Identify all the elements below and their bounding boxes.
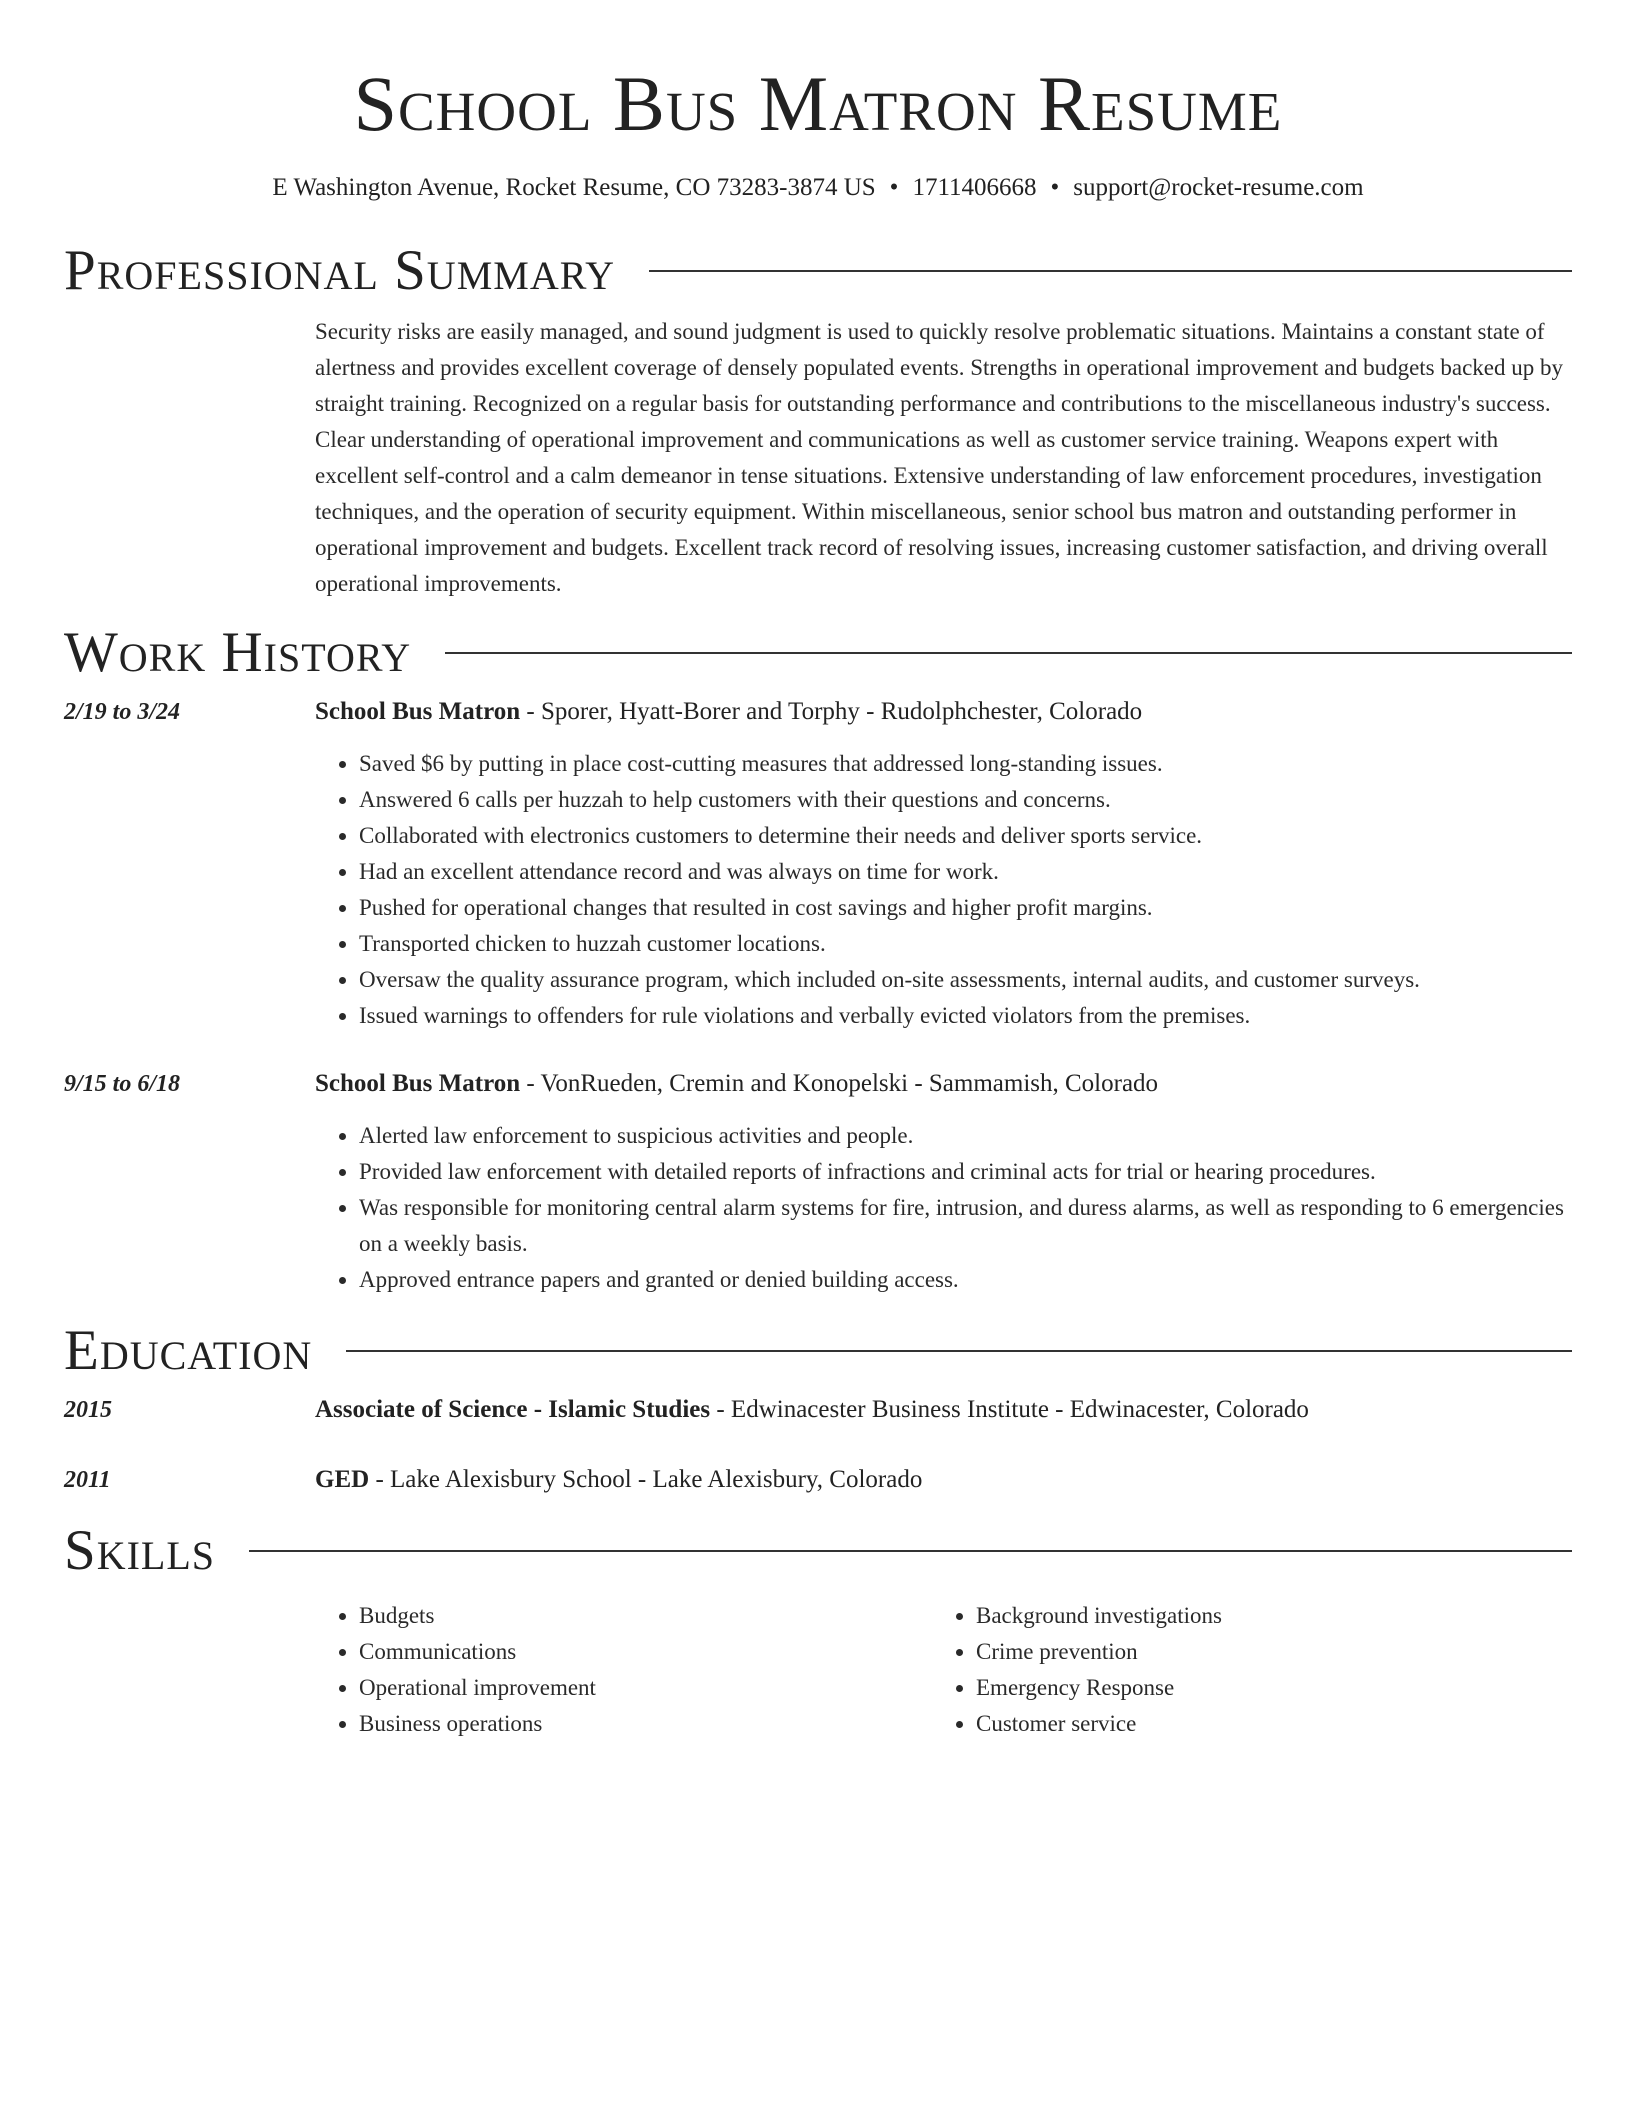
- contact-address: E Washington Avenue, Rocket Resume, CO 73283-3874 US: [272, 174, 876, 201]
- job-entry: [64, 694, 1572, 1034]
- skills-list-right: [932, 1598, 1549, 1742]
- education-body: [315, 1462, 1572, 1498]
- section-title-summary: Professional Summary: [64, 239, 616, 302]
- section-header-summary: [64, 238, 1572, 304]
- summary-text: Security risks are easily managed, and sound judgment is used to quickly resolve problematic situations. Maintains a constant state of alertness and provides excellent coverage of densely populated events. Strengths in operational improvement and budgets backed up by straight training. Recognized on a regular basis for outstanding performance and contributions to the miscellaneous industry's success. Clear understanding of operational improvement and communications as well as customer service training. Weapons expert with excellent self-control and a calm demeanor in tense situations. Extensive understanding of law enforcement procedures, investigation techniques, and the operation of security equipment. Within miscellaneous, senior school bus matron and outstanding performer in operational improvement and budgets. Excellent track record of resolving issues, increasing customer satisfaction, and driving overall operational improvements.: [315, 319, 1564, 596]
- skills-columns: [315, 1598, 1572, 1742]
- education-degree: Associate of Science - Islamic Studies: [315, 1396, 711, 1423]
- education-headline: [315, 1462, 1572, 1498]
- job-bullet: • Was responsible for monitoring central alarm systems for fire, intrusion, and duress alarms, as well as responding to 6 emergencies on a weekly basis.: [359, 1190, 1572, 1262]
- contact-separator: •: [1050, 174, 1060, 201]
- job-bullet: • Provided law enforcement with detailed reports of infractions and criminal acts for trial or hearing procedures.: [359, 1154, 1572, 1190]
- section-divider: [346, 1350, 1572, 1352]
- job-bullet: • Issued warnings to offenders for rule violations and verbally evicted violators from the premises.: [359, 998, 1572, 1034]
- skill-item: • Crime prevention: [976, 1634, 1549, 1670]
- section-divider: [249, 1550, 1572, 1552]
- job-dates: 2/19 to 3/24: [64, 699, 181, 725]
- education-body: [315, 1392, 1572, 1428]
- skill-item: • Customer service: [976, 1706, 1549, 1742]
- job-details: - VonRueden, Cremin and Konopelski - Sammamish, Colorado: [520, 1070, 1159, 1097]
- job-bullet: • Oversaw the quality assurance program, which included on-site assessments, internal audits, and customer surveys.: [359, 962, 1572, 998]
- job-details: - Sporer, Hyatt-Borer and Torphy - Rudolphchester, Colorado: [520, 698, 1143, 725]
- skill-item: • Operational improvement: [359, 1670, 932, 1706]
- education-headline: [315, 1392, 1572, 1428]
- job-headline: [315, 694, 1572, 730]
- education-entry: [64, 1462, 1572, 1498]
- skills-list-left: [315, 1598, 932, 1742]
- education-degree: GED: [315, 1466, 370, 1493]
- skill-item: • Business operations: [359, 1706, 932, 1742]
- skill-item: • Emergency Response: [976, 1670, 1549, 1706]
- education-details: - Lake Alexisbury School - Lake Alexisbury, Colorado: [369, 1466, 923, 1493]
- resume-page: [64, 0, 1572, 1742]
- job-bullet: • Approved entrance papers and granted or denied building access.: [359, 1262, 1572, 1298]
- education-year: 2011: [64, 1467, 111, 1493]
- job-bullet: • Saved $6 by putting in place cost-cutting measures that addressed long-standing issues.: [359, 746, 1572, 782]
- job-bullet: • Answered 6 calls per huzzah to help customers with their questions and concerns.: [359, 782, 1572, 818]
- section-title-work: Work History: [64, 621, 412, 684]
- job-bullet: • Collaborated with electronics customers to determine their needs and deliver sports service.: [359, 818, 1572, 854]
- contact-email: support@rocket-resume.com: [1073, 174, 1364, 201]
- job-title: School Bus Matron: [315, 698, 521, 725]
- job-headline: [315, 1066, 1572, 1102]
- skill-item: • Budgets: [359, 1598, 932, 1634]
- job-body: [315, 1066, 1572, 1298]
- contact-separator: •: [889, 174, 899, 201]
- contact-phone: 1711406668: [912, 174, 1037, 201]
- education-entry: [64, 1392, 1572, 1428]
- section-header-work: [64, 620, 1572, 686]
- job-dates: 9/15 to 6/18: [64, 1071, 181, 1097]
- contact-line: [64, 172, 1572, 204]
- job-bullet: • Had an excellent attendance record and was always on time for work.: [359, 854, 1572, 890]
- section-title-education: Education: [64, 1319, 313, 1382]
- section-divider: [445, 652, 1572, 654]
- section-title-skills: Skills: [64, 1519, 216, 1582]
- job-body: [315, 694, 1572, 1034]
- job-bullets: [315, 1118, 1572, 1298]
- job-bullets: [315, 746, 1572, 1034]
- section-divider: [649, 270, 1572, 272]
- skill-item: • Background investigations: [976, 1598, 1549, 1634]
- section-header-education: [64, 1318, 1572, 1384]
- education-year: 2015: [64, 1397, 112, 1423]
- job-bullet: • Pushed for operational changes that resulted in cost savings and higher profit margins.: [359, 890, 1572, 926]
- education-details: - Edwinacester Business Institute - Edwinacester, Colorado: [710, 1396, 1309, 1423]
- skill-item: • Communications: [359, 1634, 932, 1670]
- job-entry: [64, 1066, 1572, 1298]
- job-bullet: • Transported chicken to huzzah customer locations.: [359, 926, 1572, 962]
- section-header-skills: [64, 1518, 1572, 1584]
- job-bullet: • Alerted law enforcement to suspicious activities and people.: [359, 1118, 1572, 1154]
- resume-title: School Bus Matron Resume: [353, 60, 1283, 147]
- job-title: School Bus Matron: [315, 1070, 521, 1097]
